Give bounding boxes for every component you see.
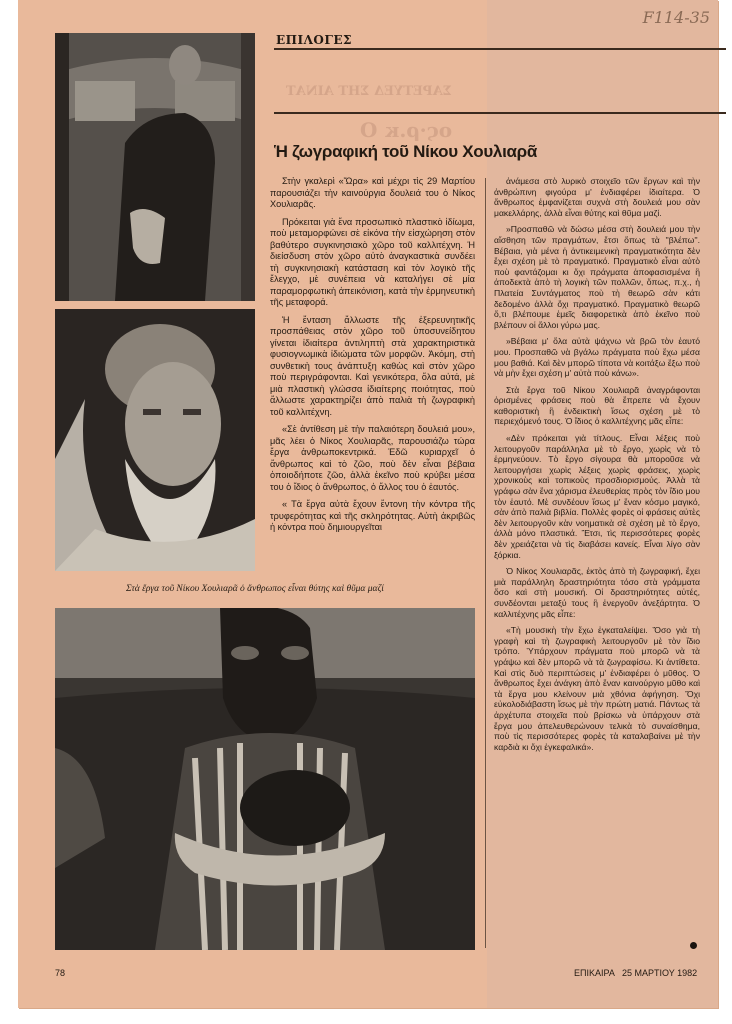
artist-portrait-illustration xyxy=(55,309,255,571)
end-mark xyxy=(690,942,697,949)
paragraph: «Δὲν πρόκειται γιὰ τίτλους. Εἶναι λέξεις ποὺ λειτουργοῦν παράλληλα μὲ τὸ ἔργο, χωρὶς νὰ τὸ ἑρμηνεύουν. Τὸ ἔργο σίγουρα θὰ μποροῦσε νὰ λειτουργήσει χωρὶς λέξεις χωρὶς φράσεις, χωρὶς χρονικοὺς καὶ τοπικοὺς προσδιορισμούς. Ἀλλὰ τὰ γράφω σὰν ἕνα χάρισμα ἐλευθερίας πρὸς τὸν ἴδιο μου τὸν ἑαυτό. Μὲ συνδέουν ἴσως μ' ἕναν κόσμο μαγικό, σὰν ἀπὸ παλιὰ βιβλία. Πολλὲς φορὲς οἱ φράσεις αὐτὲς δὲν λειτουργοῦν κὰν νοηματικὰ σὲ σχέση μὲ τὸ ἔργο, ἀλλὰ μόνο πλαστικά. Ἔτσι, τὶς περισσότερες φορὲς δὲν χρειάζεται νὰ τὶς διαβάσει κανείς. Εἶναι λίγο σὰν ξόρκια. xyxy=(494,433,700,560)
paragraph: »Προσπαθῶ νὰ δώσω μέσα στὴ δουλειά μου τὴν αἴσθηση τῶν πραγμάτων, ἔτσι ὅπως τὰ ''βλέπω''. Βέβαια, γιὰ μένα ἡ ἀντικειμενικὴ πραγματικότητα δὲν ἔχει σχέση μὲ τὸ πραγματικό. Πραγματικὸ εἶναι αὐτὸ ποὺ φαντάζομαι κι ὄχι πράγματα ἀποφασισμένα ἢ ἀποδεκτὰ ἀπὸ τὴ λογικὴ τῶν πολλῶν, ὅπως, π.χ., ἡ Πλατεία Συντάγματος ποὺ τὴ θεωρῶ σὰν κάτι δεδομένο ἀλλὰ ὄχι πραγματικό. Πραγματικὸ θεωρῶ ὅ,τι βλέπουμε ἐμεῖς διαφορετικὰ ἀπὸ ἐκεῖνο ποὺ βλέπουν οἱ ἄλλοι γύρω μας. xyxy=(494,224,700,330)
top-rule xyxy=(274,48,726,50)
paragraph: »Βέβαια μ' ὅλα αὐτὰ ψάχνω νὰ βρῶ τὸν ἑαυτό μου. Προσπαθῶ νὰ βγάλω πράγματα ποὺ ἔχω μέσα μου βαθιά. Καὶ δὲν μπορῶ τίποτα νὰ κοιτάξω ἔξω ποὺ νὰ μὴν ἔχει σχέση μ' αὐτὰ ποὺ κάνω». xyxy=(494,336,700,379)
paragraph: «Σὲ ἀντίθεση μὲ τὴν παλαιότερη δουλειά μου», μᾶς λέει ὁ Νίκος Χουλιαρᾶς, παρουσιάζω τώρα ἔργα ἀνθρωποκεντρικά. Ἐδῶ κυριαρχεῖ ὁ ἄνθρωπος καὶ τὸ ζῶο, ποὺ δὲν εἶναι βέβαια ὁποιοδήποτε ζῶο, ἀλλὰ ἐκεῖνο ποὺ κρύβει μέσα του ὁ ἴδιος ὁ ἄνθρωπος, ὁ ἄλλος του ὁ ἑαυτός. xyxy=(270,424,475,492)
painting-bottom-illustration xyxy=(55,608,475,950)
section-label: ΕΠΙΛΟΓΕΣ xyxy=(276,33,353,47)
paragraph: Στὰ ἔργα τοῦ Νίκου Χουλιαρᾶ ἀναγράφονται ὁρισμένες φράσεις ποὺ θὰ ἔπρεπε νὰ ἔχουν καθοριστικὴ ἢ ἐνδεικτικὴ ἴσως σχέση μὲ τὸ περιεχόμενό τους. Ὁ ἴδιος ὁ καλλιτέχνης μᾶς εἶπε: xyxy=(494,384,700,427)
photo-caption: Στὰ ἔργα τοῦ Νίκου Χουλιαρᾶ ὁ ἄνθρωπος εἶναι θύτης καὶ θῦμα μαζί xyxy=(126,584,384,594)
paragraph: Στὴν γκαλερὶ «Ὥρα» καὶ μέχρι τὶς 29 Μαρτίου παρουσιάζει τὴν καινούργια δουλειά του ὁ Νίκος Χουλιαρᾶς. xyxy=(270,176,475,209)
artist-portrait-photo xyxy=(55,309,255,571)
painting-top-illustration xyxy=(55,33,255,301)
painting-photo-bottom xyxy=(55,608,475,950)
issue-date: 25 ΜΑΡΤΙΟΥ 1982 xyxy=(622,968,698,978)
text-column-right xyxy=(494,176,700,758)
paragraph: Ὁ Νίκος Χουλιαρᾶς, ἐκτὸς ἀπὸ τὴ ζωγραφική, ἔχει μιὰ παράλληλη δραστηριότητα τόσο στὰ γράμματα ὅσο καὶ στὴ μουσική. Οἱ δραστηριότητες αὐτές, συνδέονται μεταξύ τους ἢ ἐνεργοῦν ἀνεξάρτητα. Ὁ καλλιτέχνης μᾶς εἶπε: xyxy=(494,566,700,619)
bleed-through-heading-1: ΣΑΡΕΤΥΕΔ ΣΗΤ ΑΙΝΑΤ xyxy=(286,84,452,99)
paragraph: Πρόκειται γιὰ ἕνα προσωπικὸ πλαστικὸ ἰδίωμα, ποὺ μεταμορφώνει σὲ εἰκόνα τὴν εἰσχώρηση στὸν βαθύτερο συγκινησιακὸ χῶρο τοῦ καλλιτέχνη. Ἡ διείσδυση στὸν χῶρο αὐτὸ ἀναγκαστικὰ συνδέει τὴ συγκινησιακὴ κατάσταση καὶ τὸν λογικὸ τῆς ἔλεγχο, μὲ συνέπεια νὰ καταλήγει σὲ μία παραμορφωτικὴ ἀπεικόνιση, κατὰ τὴν ἑρμηνευτικὴ τῆς μεταφορά. xyxy=(270,216,475,307)
paragraph: «Τὴ μουσικὴ τὴν ἔχω ἐγκαταλείψει. Ὅσο γιὰ τὴ γραφὴ καὶ τὴ ζωγραφικὴ λειτουργοῦν μὲ τὸν ἴδιο τρόπο. Ὑπάρχουν πράγματα ποὺ μπορῶ νὰ τὰ γράψω καὶ δὲν μπορῶ νὰ τὰ ζωγραφίσω. Κι ἀντίθετα. Καὶ στὶς δυὸ περιπτώσεις μ' ἐνδιαφέρει ὁ μῦθος. Ὁ ἄνθρωπος ἔχει ἀνάγκη ἀπὸ ἕναν καινούργιο μῦθο καὶ τὰ ἔργα μου κλείνουν μιὰ χθόνια ἀφήγηση. Ὄχι εὐκολοδιάβαστη ἴσως μὲ τὴν πρώτη ματιά. Πάντως τὰ ἀρχέτυπα στοιχεῖα ποὺ βρίσκω νὰ ὑπάρχουν στὰ ἔργα μου ἀπελευθερώνουν τελικὰ τὸ συναίσθημα, ποὺ τὶς περισσότερες φορὲς τὰ καταλαβαίνει μὲ τὴν καρδιὰ κι ὄχι ἐγκεφαλικά». xyxy=(494,625,700,752)
paragraph: Ἡ ἔνταση ἄλλωστε τῆς ἐξερευνητικῆς προσπάθειας στὸν χῶρο τοῦ ὑποσυνείδητου γίνεται ἰδιαίτερα ἀντιληπτὴ στὰ χαρακτηριστικὰ φυσιογνωμικὰ ἰδιώματα τῶν μορφῶν. Ἀκόμη, στὴ συνθετικὴ τους ἀνάπτυξη καθὼς καὶ στὸν χῶρο ποὺ περιγράφονται. Καὶ γενικότερα, ὅλα αὐτά, μὲ μιὰ πλαστικὴ γλώσσα ἰδιαίτερης ποιότητας, ποὺ ἄλλωστε χαρακτηρίζει ἀπὸ παλιὰ τὴ ζωγραφικὴ τοῦ καλλιτέχνη. xyxy=(270,314,475,417)
column-divider xyxy=(485,178,486,948)
headline-rule xyxy=(274,112,726,114)
page-number: 78 xyxy=(55,968,66,978)
text-column-left xyxy=(270,176,475,540)
paragraph: ἀνάμεσα στὸ λυρικὸ στοιχεῖο τῶν ἔργων καὶ τὴν ἀνθρώπινη φιγούρα μ' ἐνδιαφέρει ἰδιαίτερα. Ὁ ἄνθρωπος ἐμφανίζεται συχνὰ στὴ δουλειά μου σὰν μακελλάρης, ἀλλὰ εἶναι θύτης καὶ θῦμα μαζί. xyxy=(494,176,700,218)
magazine-name: ΕΠΙΚΑΙΡΑ xyxy=(574,968,615,978)
bleed-through-heading-2: ος·ρ.κ Ο xyxy=(360,118,453,142)
paragraph: « Τὰ ἔργα αὐτὰ ἔχουν ἔντονη τὴν κόντρα τῆς τρυφερότητας καὶ τῆς σκληρότητας. Αὐτὴ ἀκριβῶς ἡ κόντρα ποὺ δημιουργεῖται xyxy=(270,499,475,532)
painting-photo-top xyxy=(55,33,255,301)
handwritten-archive-note: F114-35 xyxy=(642,8,710,27)
article-headline: Ἡ ζωγραφική τοῦ Νίκου Χουλιαρᾶ xyxy=(274,142,538,161)
